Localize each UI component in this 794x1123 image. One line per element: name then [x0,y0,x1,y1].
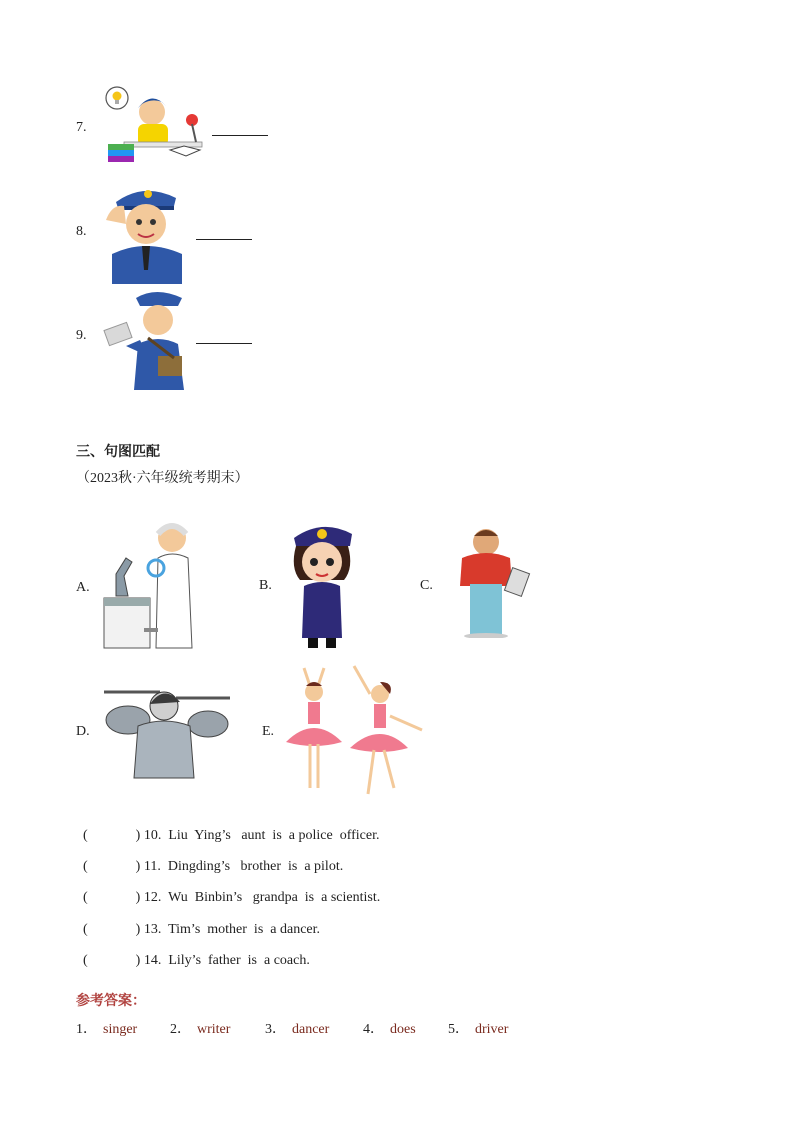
answer-number: 4． [363,1022,384,1037]
sentence-12 [76,874,380,906]
answer-value: driver [475,1022,509,1037]
paren-close-number: ) 13. [135,922,162,937]
answer-value: does [390,1022,416,1037]
answer-value: dancer [292,1022,330,1037]
coach-icon [452,526,532,638]
paren-close-number: ) 12. [135,890,162,905]
answer-blank-9[interactable] [196,342,252,344]
student-at-desk-icon [100,84,206,170]
answer-3 [265,1018,329,1038]
scientist-microscope-icon [100,518,200,650]
policewoman-icon [286,518,358,650]
postman-icon [100,286,188,390]
ballet-dancers-icon [284,664,426,800]
police-officer-saluting-icon [102,180,186,284]
question-9-number: 9. [76,328,87,343]
option-b-label: B. [259,578,272,593]
sentence-text: Liu Ying’s aunt is a police officer. [168,828,380,843]
paren-close-number: ) 11. [135,859,161,874]
answer-5 [448,1018,508,1038]
sentence-10 [76,812,379,844]
sentence-text: Tim’s mother is a dancer. [168,922,321,937]
paren-close-number: ) 14. [135,953,162,968]
sentence-text: Lily’s father is a coach. [168,953,310,968]
answer-value: writer [197,1022,231,1037]
answer-value: singer [103,1022,138,1037]
answer-number: 1． [76,1022,97,1037]
option-c-label: C. [420,578,433,593]
option-e-label: E. [262,724,275,739]
sentence-13 [76,906,320,938]
answer-blank-8[interactable] [196,238,252,240]
sentence-text: Dingding’s brother is a pilot. [167,859,344,874]
answer-blank-7[interactable] [212,134,268,136]
section-title: 三、句图匹配 [76,445,160,460]
sentence-14 [76,937,310,969]
paren-open: ( [83,922,88,937]
paren-open: ( [83,828,88,843]
option-a-label: A. [76,580,90,595]
answer-number: 3． [265,1022,286,1037]
answer-1 [76,1018,137,1038]
paren-open: ( [83,890,88,905]
question-7-number: 7. [76,120,87,135]
sentence-11 [76,843,343,875]
answer-2 [170,1018,230,1038]
section-source: （2023秋·六年级统考期末） [76,471,249,486]
pilot-helicopter-icon [104,680,230,780]
answer-4 [363,1018,416,1038]
answers-title: 参考答案： [76,994,146,1009]
answer-number: 5． [448,1022,469,1037]
paren-close-number: ) 10. [135,828,162,843]
question-8-number: 8. [76,224,87,239]
answer-number: 2． [170,1022,191,1037]
paren-open: ( [83,953,88,968]
sentence-text: Wu Binbin’s grandpa is a scientist. [168,890,381,905]
paren-open: ( [83,859,88,874]
option-d-label: D. [76,724,90,739]
